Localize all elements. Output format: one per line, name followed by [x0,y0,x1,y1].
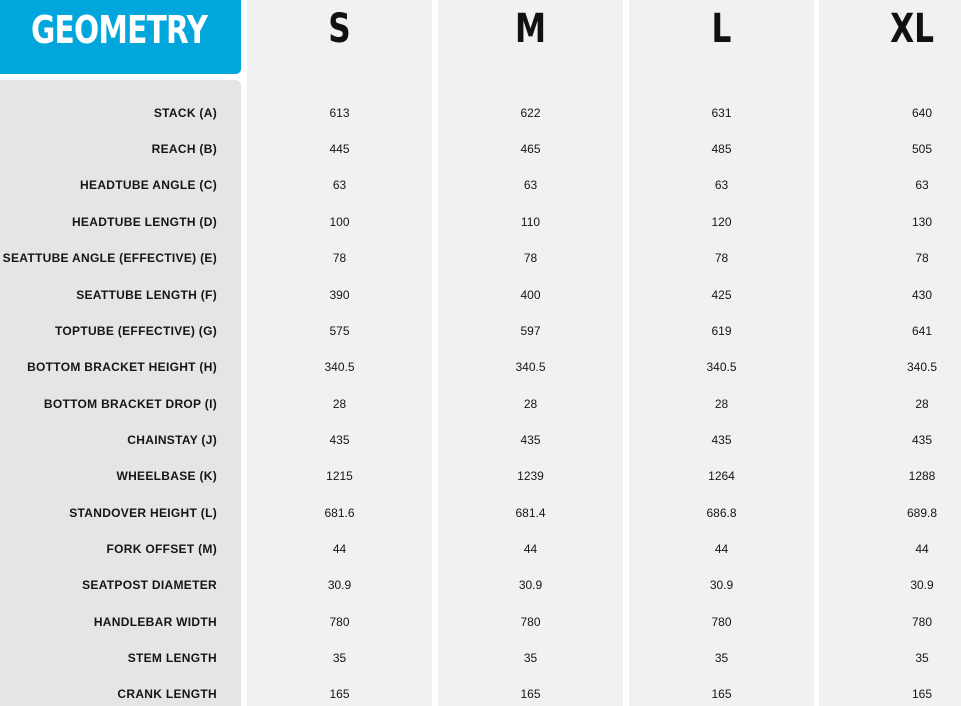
size-column-m [438,0,623,706]
table-cell: 120 [711,215,732,229]
table-cell: 165 [329,687,350,701]
row-label: CHAINSTAY (J) [127,433,217,447]
table-cell: 110 [520,215,541,229]
size-header: S [328,6,351,52]
size-column-xl [819,0,961,706]
row-label: HEADTUBE ANGLE (C) [80,178,217,192]
size-column-s [247,0,432,706]
table-cell: 780 [911,615,933,629]
table-cell: 165 [520,687,541,701]
table-cell: 165 [911,687,933,701]
table-cell: 1288 [908,469,936,483]
table-cell: 30.9 [518,578,543,592]
table-cell: 505 [911,142,933,156]
table-cell: 622 [520,106,541,120]
table-cell: 1239 [517,469,544,483]
table-cell: 30.9 [327,578,352,592]
table-cell: 425 [711,288,732,302]
table-cell: 30.9 [910,578,934,592]
table-cell: 430 [911,288,933,302]
row-label: SEATPOST DIAMETER [82,578,217,592]
table-cell: 1264 [708,469,735,483]
table-cell: 340.5 [706,360,737,374]
table-cell: 78 [523,251,538,265]
table-cell: 30.9 [709,578,734,592]
table-cell: 44 [332,542,347,556]
table-cell: 631 [711,106,732,120]
table-cell: 78 [714,251,729,265]
row-label-column [0,80,241,706]
row-label: WHEELBASE (K) [116,469,217,483]
table-cell: 35 [915,651,929,665]
table-cell: 619 [711,324,732,338]
size-header: M [514,6,547,52]
table-cell: 340.5 [324,360,355,374]
table-cell: 435 [520,433,541,447]
table-cell: 400 [520,288,541,302]
row-label: STACK (A) [153,106,217,120]
table-cell: 465 [520,142,541,156]
row-label: REACH (B) [151,142,217,156]
table-cell: 28 [915,397,929,411]
table-cell: 686.8 [706,506,737,520]
table-cell: 28 [714,397,729,411]
table-cell: 681.4 [515,506,546,520]
row-label: TOPTUBE (EFFECTIVE) (G) [54,324,217,338]
table-cell: 44 [523,542,538,556]
table-cell: 597 [520,324,541,338]
table-title: GEOMETRY [31,8,208,52]
table-cell: 613 [329,106,350,120]
table-cell: 780 [711,615,732,629]
table-cell: 35 [523,651,538,665]
row-label: BOTTOM BRACKET DROP (I) [43,397,217,411]
table-cell: 28 [523,397,538,411]
table-cell: 165 [711,687,732,701]
table-cell: 1215 [326,469,353,483]
table-cell: 780 [520,615,541,629]
table-cell: 390 [329,288,350,302]
table-cell: 35 [332,651,347,665]
table-cell: 485 [711,142,732,156]
row-label: CRANK LENGTH [117,687,217,701]
table-cell: 640 [911,106,933,120]
row-label: HANDLEBAR WIDTH [93,615,217,629]
size-column-l [629,0,814,706]
table-cell: 340.5 [515,360,546,374]
row-label: SEATTUBE ANGLE (EFFECTIVE) (E) [2,251,217,265]
table-cell: 78 [915,251,929,265]
table-cell: 681.6 [324,506,355,520]
row-label: FORK OFFSET (M) [106,542,217,556]
table-cell: 63 [915,178,929,192]
geometry-header [0,0,241,74]
table-cell: 44 [915,542,929,556]
table-cell: 340.5 [906,360,938,374]
row-label: SEATTUBE LENGTH (F) [76,288,217,302]
table-cell: 28 [332,397,347,411]
row-label: STEM LENGTH [127,651,217,665]
table-cell: 63 [523,178,538,192]
row-label: HEADTUBE LENGTH (D) [71,215,217,229]
table-cell: 641 [911,324,933,338]
table-cell: 435 [329,433,350,447]
size-header: XL [890,6,934,52]
row-label: BOTTOM BRACKET HEIGHT (H) [27,360,217,374]
table-cell: 689.8 [906,506,938,520]
table-cell: 44 [714,542,729,556]
table-cell: 35 [714,651,729,665]
table-cell: 435 [911,433,933,447]
table-cell: 63 [332,178,347,192]
table-cell: 780 [329,615,350,629]
table-cell: 63 [714,178,729,192]
row-label: STANDOVER HEIGHT (L) [69,506,217,520]
table-cell: 100 [329,215,350,229]
table-cell: 445 [329,142,350,156]
table-cell: 78 [332,251,347,265]
table-cell: 130 [911,215,933,229]
size-header: L [711,6,732,52]
table-cell: 575 [329,324,350,338]
table-cell: 435 [711,433,732,447]
